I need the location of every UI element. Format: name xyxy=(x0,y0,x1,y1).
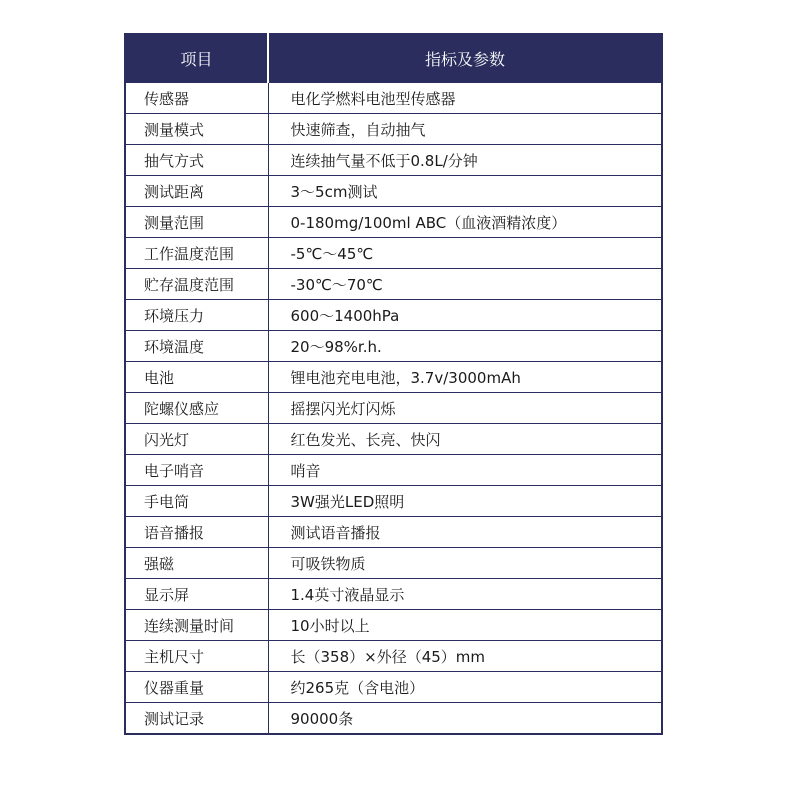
table-row xyxy=(125,176,662,207)
row-item: 主机尺寸 xyxy=(125,641,268,672)
table-body xyxy=(125,83,662,735)
row-value: 快速筛查，自动抽气 xyxy=(268,114,662,145)
row-item: 贮存温度范围 xyxy=(125,269,268,300)
row-value: 红色发光、长亮、快闪 xyxy=(268,424,662,455)
header-item: 项目 xyxy=(125,34,268,83)
table-row xyxy=(125,393,662,424)
row-item: 连续测量时间 xyxy=(125,610,268,641)
table-row xyxy=(125,207,662,238)
row-value: 电化学燃料电池型传感器 xyxy=(268,83,662,114)
table-row xyxy=(125,517,662,548)
row-value: 可吸铁物质 xyxy=(268,548,662,579)
row-value: 90000条 xyxy=(268,703,662,735)
row-item: 抽气方式 xyxy=(125,145,268,176)
spec-table xyxy=(124,33,663,735)
table-row xyxy=(125,145,662,176)
table-row xyxy=(125,424,662,455)
row-item: 电子哨音 xyxy=(125,455,268,486)
row-item: 测试距离 xyxy=(125,176,268,207)
row-value: 测试语音播报 xyxy=(268,517,662,548)
table-row xyxy=(125,362,662,393)
row-value: 摇摆闪光灯闪烁 xyxy=(268,393,662,424)
row-item: 工作温度范围 xyxy=(125,238,268,269)
row-item: 电池 xyxy=(125,362,268,393)
table-row xyxy=(125,331,662,362)
table-row xyxy=(125,83,662,114)
row-value: 约265克（含电池） xyxy=(268,672,662,703)
row-value: 3W强光LED照明 xyxy=(268,486,662,517)
row-item: 测量模式 xyxy=(125,114,268,145)
row-value: 长（358）×外径（45）mm xyxy=(268,641,662,672)
table-row xyxy=(125,300,662,331)
row-value: -30℃～70℃ xyxy=(268,269,662,300)
row-item: 闪光灯 xyxy=(125,424,268,455)
row-value: 3～5cm测试 xyxy=(268,176,662,207)
row-item: 测量范围 xyxy=(125,207,268,238)
table-row xyxy=(125,548,662,579)
row-item: 仪器重量 xyxy=(125,672,268,703)
table-row xyxy=(125,641,662,672)
row-item: 传感器 xyxy=(125,83,268,114)
row-value: 哨音 xyxy=(268,455,662,486)
row-item: 显示屏 xyxy=(125,579,268,610)
table-row xyxy=(125,672,662,703)
row-item: 环境压力 xyxy=(125,300,268,331)
row-item: 强磁 xyxy=(125,548,268,579)
row-value: 连续抽气量不低于0.8L/分钟 xyxy=(268,145,662,176)
row-item: 陀螺仪感应 xyxy=(125,393,268,424)
table-row xyxy=(125,610,662,641)
row-value: 0-180mg/100ml ABC（血液酒精浓度） xyxy=(268,207,662,238)
row-item: 语音播报 xyxy=(125,517,268,548)
row-item: 环境温度 xyxy=(125,331,268,362)
row-value: 10小时以上 xyxy=(268,610,662,641)
row-value: 600～1400hPa xyxy=(268,300,662,331)
header-value: 指标及参数 xyxy=(268,34,662,83)
header-row xyxy=(125,34,662,83)
table-row xyxy=(125,238,662,269)
row-value: 1.4英寸液晶显示 xyxy=(268,579,662,610)
row-value: 20～98%r.h. xyxy=(268,331,662,362)
row-value: 锂电池充电电池，3.7v/3000mAh xyxy=(268,362,662,393)
table-row xyxy=(125,486,662,517)
row-item: 手电筒 xyxy=(125,486,268,517)
table-row xyxy=(125,269,662,300)
row-item: 测试记录 xyxy=(125,703,268,735)
table-header xyxy=(125,34,662,83)
row-value: -5℃～45℃ xyxy=(268,238,662,269)
table-row xyxy=(125,455,662,486)
table-row xyxy=(125,114,662,145)
table-row xyxy=(125,579,662,610)
table-row xyxy=(125,703,662,735)
